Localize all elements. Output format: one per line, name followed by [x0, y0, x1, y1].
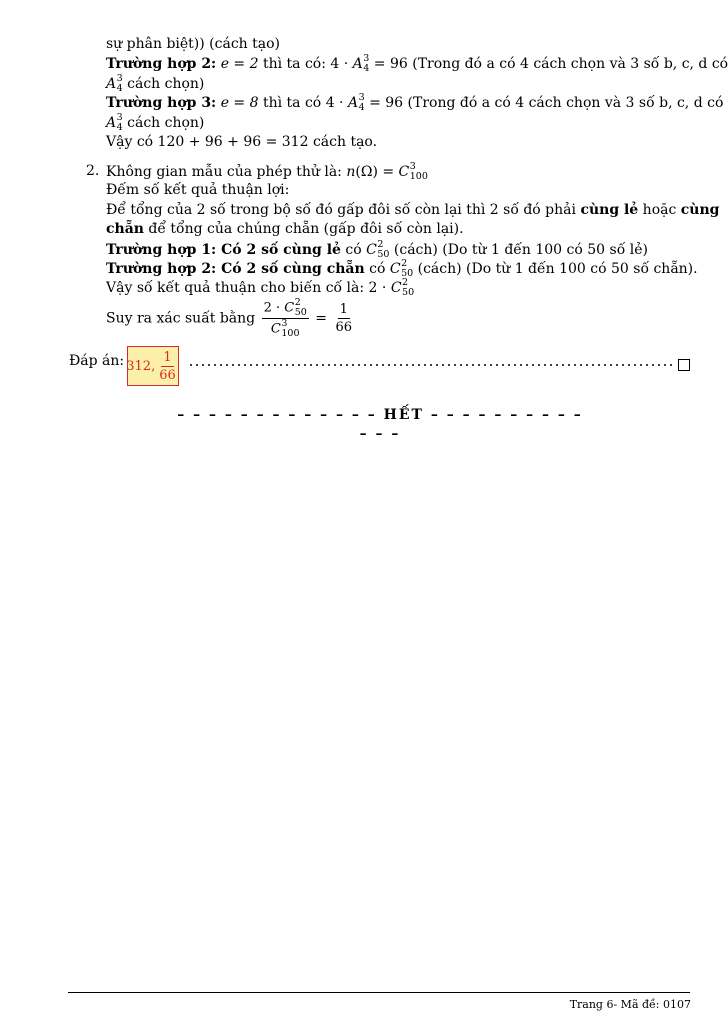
text-line [106, 278, 691, 298]
text: có [369, 261, 386, 277]
text: để tổng của chúng chẵn (gấp đôi số còn lại). [148, 221, 464, 237]
answer-fraction: $\frac{1}{66}$ [159, 349, 176, 383]
probability-result: $\frac{1}{66}$ [335, 302, 352, 335]
text: (Trong đó a có 4 cách chọn và 3 số b, c, d có [412, 56, 728, 72]
math-expression: 4 · A 3 4 = 96 [330, 53, 408, 74]
text: Suy ra xác suất bằng [106, 310, 256, 327]
text-line [106, 162, 691, 182]
text-line-case-2 [106, 53, 728, 74]
case-label: Trường hợp 1: Có 2 số cùng lẻ [106, 242, 341, 258]
case-label: Trường hợp 3: [106, 95, 217, 111]
text: (cách) (Do từ 1 đến 100 có 50 số chẵn). [417, 261, 698, 277]
answer-dotted-leader [188, 359, 672, 369]
answer-box [127, 346, 179, 386]
case-label: Trường hợp 2: [106, 56, 217, 72]
text-line: Suy ra xác suất bằng 2 · C 2 50 C 3 100 = $\frac{1}{66}$ [106, 297, 352, 339]
item-number: 2. [86, 163, 100, 179]
text-line-case-3 [106, 92, 724, 113]
math-expression: C 2 50 [389, 258, 414, 279]
text-line [106, 74, 691, 94]
probability-fraction: 2 · C 2 50 C 3 100 [263, 297, 307, 339]
math-expression: n(Ω) = C 3 100 [346, 161, 428, 182]
text: Để tổng của 2 số trong bộ số đó gấp đôi số còn lại thì 2 số đó phải [106, 202, 576, 218]
case-label: Trường hợp 2: Có 2 số cùng chẵn [106, 261, 365, 277]
text: thì ta có [262, 95, 322, 111]
text: cách chọn) [127, 115, 205, 131]
text: thì ta có: [262, 56, 326, 72]
answer-label: Đáp án: [69, 353, 125, 369]
end-marker: – – – – – – – – – – – – – HẾT – – – – – – – – – – – – – [177, 407, 583, 442]
math-expression: 4 · A 3 4 = 96 [325, 92, 404, 113]
text-line: sự phân biệt)) (cách tạo) [106, 36, 280, 52]
text-line-case-2b [106, 258, 698, 279]
math-expression: 2 · C 2 50 [368, 277, 415, 298]
math-expression: e = 8 [220, 95, 259, 111]
text: có [345, 242, 362, 258]
bold-text: cùng lẻ [580, 202, 639, 218]
math-expression: e = 2 [220, 56, 259, 72]
text: Không gian mẫu của phép thử là: [106, 164, 342, 180]
text: (Trong đó a có 4 cách chọn và 3 số b, c, d có [407, 95, 724, 111]
answer-value: 312, [126, 358, 156, 374]
bold-text: cùng [680, 202, 720, 218]
footer-divider [68, 992, 690, 993]
text: cách chọn) [127, 76, 205, 92]
math-expression: C 2 50 [366, 239, 390, 260]
text: (cách) (Do từ 1 đến 100 có 50 số lẻ) [393, 242, 648, 258]
text-line [106, 113, 691, 133]
bold-text: chẵn [106, 221, 144, 237]
text-line: Vậy có 120 + 96 + 96 = 312 cách tạo. [106, 134, 378, 150]
math-expression: A 3 4 [106, 73, 123, 94]
text-line [106, 201, 720, 220]
text-line [106, 220, 691, 239]
text: hoặc [642, 202, 677, 218]
text: Vậy số kết quả thuận cho biến cố là: [106, 280, 365, 296]
text-line-case-1 [106, 240, 691, 260]
page-footer: Trang 6- Mã đề: 0107 [569, 998, 691, 1011]
math-expression: A 3 4 [106, 112, 123, 133]
text-line: Đếm số kết quả thuận lợi: [106, 182, 290, 198]
answer-checkbox[interactable] [678, 359, 690, 371]
